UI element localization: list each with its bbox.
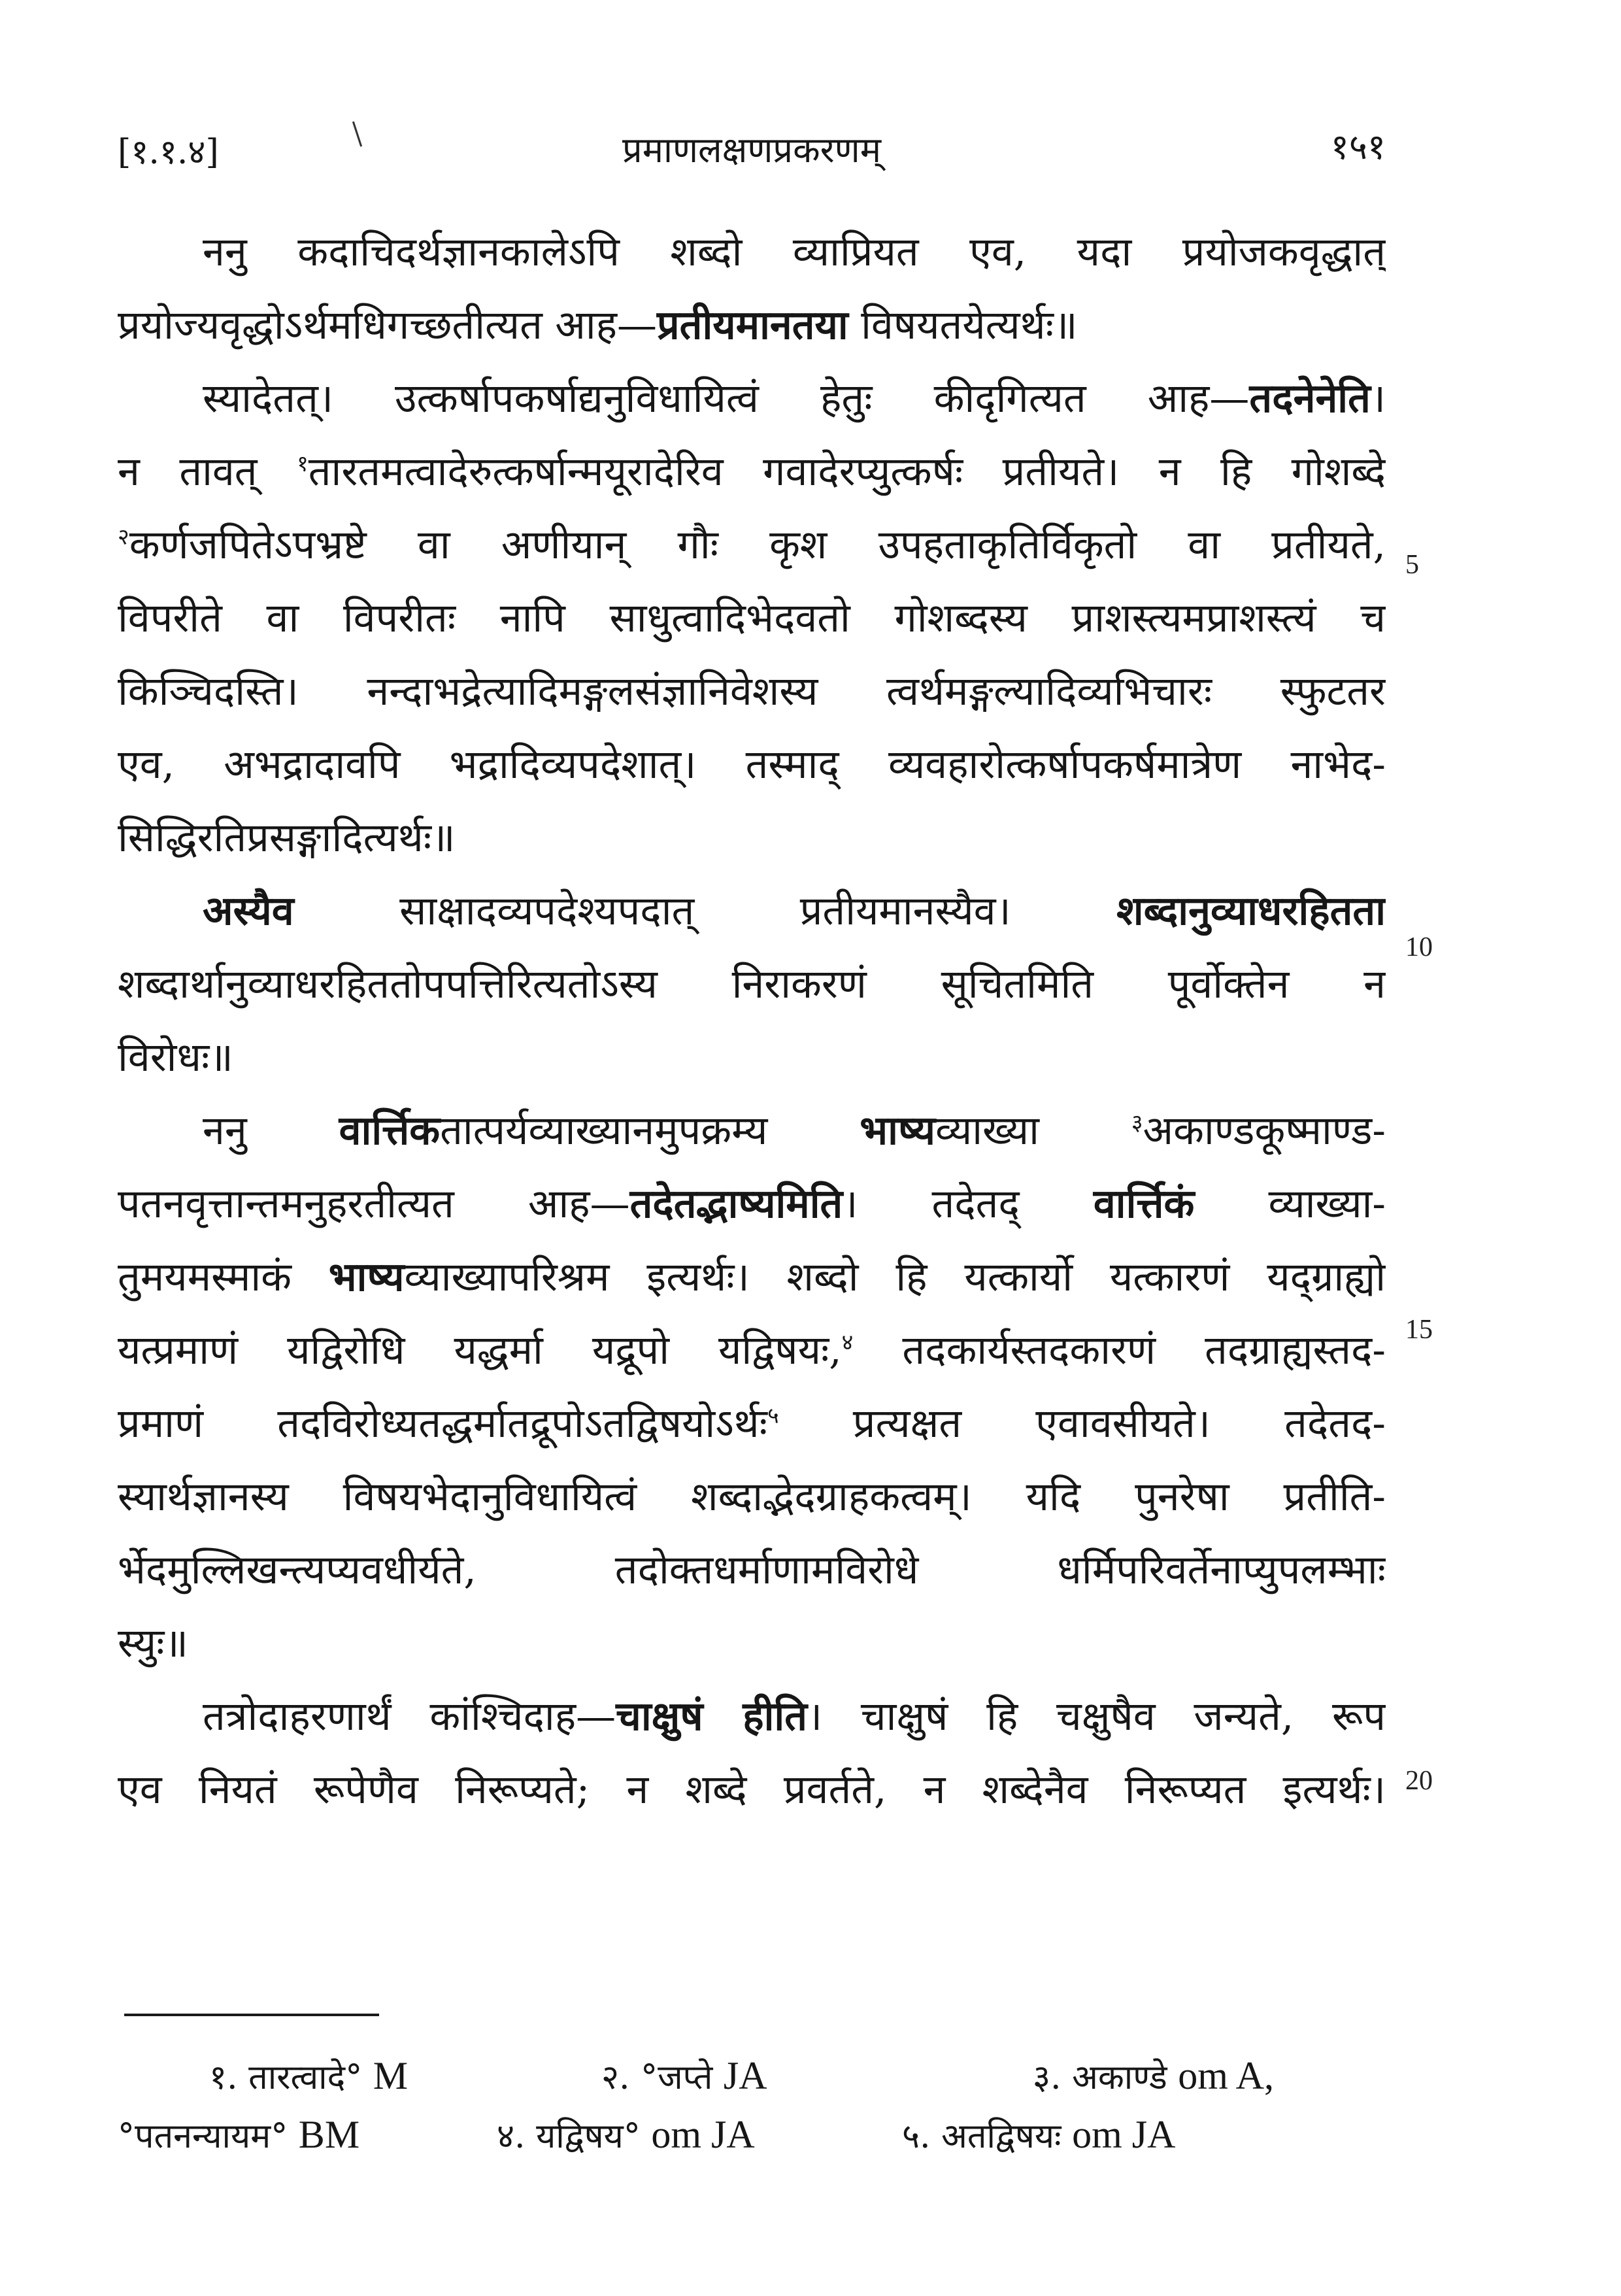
bold-lemma: वार्त्तिकं [1093, 1181, 1195, 1227]
text-segment: साक्षादव्यपदेश्यपदात् प्रतीयमानस्यैव। [293, 888, 1117, 934]
text-line [118, 509, 1386, 582]
footnote-rule [124, 2014, 379, 2016]
bold-lemma: भाष्य [860, 1107, 935, 1154]
text-segment: ननु कदाचिदर्थज्ञानकालेऽपि शब्दो व्याप्रियत एव, यदा प्रयोजकवृद्धात् [203, 229, 1386, 275]
text-line [118, 1607, 1386, 1680]
text-line [118, 289, 1386, 362]
commentary-text [118, 216, 1386, 1827]
footnote-reference: ३ [1131, 1109, 1143, 1136]
footnote-marker: ५. अतद्विषयः [902, 2117, 1061, 2156]
footnote-row [118, 2053, 1386, 2112]
text-segment: सिद्धिरतिप्रसङ्गादित्यर्थः॥ [118, 815, 456, 861]
text-segment: विपरीते वा विपरीतः नापि साधुत्वादिभेदवतो गोशब्दस्य प्राशस्त्यमप्राशस्त्यं च [118, 595, 1386, 641]
footnote-reference: १ [297, 450, 309, 477]
footnote-row [118, 2112, 1386, 2170]
text-line [118, 948, 1386, 1021]
footnote-sigla: JA [723, 2054, 767, 2097]
text-segment: प्रत्यक्षत एवावसीयते। तदेतद- [778, 1400, 1386, 1447]
text-line [118, 1168, 1386, 1241]
text-line [118, 1460, 1386, 1534]
text-segment: विरोधः॥ [118, 1034, 233, 1081]
footnote-4 [497, 2112, 755, 2158]
text-segment: प्रयोज्यवृद्धोऽर्थमधिगच्छतीत्यत आह— [118, 302, 657, 348]
footnote-sigla: M [373, 2054, 409, 2097]
footnote-sigla: om A, [1178, 2054, 1274, 2097]
bold-lemma: चाक्षुषं हीति [616, 1693, 807, 1740]
footnote-3 [1033, 2053, 1274, 2099]
text-segment: स्युः॥ [118, 1620, 188, 1666]
bold-lemma: तदनेनेति [1249, 375, 1371, 422]
page-number: १५१ [1330, 126, 1386, 167]
text-segment: एव, अभद्रादावपि भद्रादिव्यपदेशात्। तस्माद् व्यवहारोत्कर्षापकर्षमात्रेण नाभेद- [118, 741, 1386, 788]
line-number: 20 [1405, 1766, 1433, 1796]
bold-lemma: अस्यैव [203, 888, 294, 934]
bold-lemma: वार्त्तिक [339, 1107, 441, 1154]
text-line [118, 1021, 1386, 1094]
text-segment: किञ्चिदस्ति। नन्दाभद्रेत्यादिमङ्गलसंज्ञानिवेशस्य त्वर्थमङ्गल्यादिव्यभिचारः स्फुटतर [118, 668, 1386, 715]
footnote-sigla: BM [298, 2113, 360, 2156]
footnote-5 [902, 2112, 1175, 2158]
text-line [118, 1534, 1386, 1607]
footnote-reference: ४ [841, 1329, 854, 1356]
text-segment: पतनवृत्तान्तमनुहरतीत्यत आह— [118, 1181, 630, 1227]
text-line [118, 1314, 1386, 1387]
text-segment: स्यादेतत्। उत्कर्षापकर्षाद्यनुविधायित्वं हेतुः कीदृगित्यत आह— [203, 375, 1250, 422]
text-segment: न तावत् [118, 448, 297, 495]
footnote-reference: २ [118, 524, 129, 550]
running-title: प्रमाणलक्षणप्रकरणम् [622, 129, 882, 171]
text-segment: । चाक्षुषं हि चक्षुषैव जन्यते, रूप [807, 1693, 1386, 1740]
footnote-marker: १. तारत्वादे° [209, 2058, 363, 2097]
running-header [118, 114, 1386, 180]
text-line [118, 216, 1386, 289]
line-number: 15 [1405, 1315, 1433, 1345]
text-segment: शब्दार्थानुव्याधरहिततोपपत्तिरित्यतोऽस्य निराकरणं सूचितमिति पूर्वोक्तेन न [118, 961, 1386, 1007]
text-segment: ननु [203, 1107, 339, 1154]
text-line [118, 435, 1386, 509]
section-reference: [१.१.४] [118, 133, 219, 172]
footnote-1 [209, 2053, 408, 2099]
text-line [118, 1094, 1386, 1168]
text-segment: व्याख्या [935, 1107, 1131, 1154]
footnote-reference: ५ [767, 1402, 779, 1429]
text-line [118, 1680, 1386, 1753]
footnote-sigla: om JA [651, 2113, 755, 2156]
text-segment: व्याख्यापरिश्रम इत्यर्थः। शब्दो हि यत्कार्यो यत्कारणं यद्ग्राह्यो [404, 1254, 1386, 1300]
text-segment: व्याख्या- [1194, 1181, 1386, 1227]
bold-lemma: भाष्य [328, 1254, 405, 1300]
text-segment: विषयतयेत्यर्थः॥ [848, 302, 1078, 348]
footnote-marker: °पतनन्यायम° [118, 2117, 288, 2156]
text-segment: तुमयमस्माकं [118, 1254, 329, 1300]
text-segment: तारतमत्वादेरुत्कर्षान्मयूरादेरिव गवादेरप्युत्कर्षः प्रतीयते। न हि गोशब्दे [308, 448, 1386, 495]
bold-lemma: प्रतीयमानतया [656, 302, 848, 348]
footnote-marker: ३. अकाण्डे [1033, 2058, 1167, 2097]
line-number: 10 [1405, 932, 1433, 962]
text-segment: तत्रोदाहरणार्थं कांश्चिदाह— [203, 1693, 616, 1740]
text-line [118, 655, 1386, 728]
text-segment: । [1370, 375, 1386, 422]
text-line [118, 1753, 1386, 1827]
footnote-sigla: om JA [1072, 2113, 1176, 2156]
bold-lemma: शब्दानुव्याधरहितता [1116, 888, 1386, 934]
text-line [118, 362, 1386, 435]
text-line [118, 582, 1386, 655]
bold-lemma: तदेतद्भाष्यमिति [629, 1181, 843, 1227]
line-number: 5 [1405, 550, 1419, 580]
footnote-3-continued [118, 2112, 359, 2158]
text-segment: तदकार्यस्तदकारणं तदग्राह्यस्तद- [853, 1327, 1386, 1374]
text-segment: प्रमाणं तदविरोध्यतद्धर्मातद्रूपोऽतद्विषयोऽर्थः [118, 1400, 767, 1447]
text-segment: अकाण्डकूष्माण्ड- [1143, 1107, 1386, 1154]
text-segment: र्भेदमुल्लिखन्त्यप्यवधीर्यते, तदोक्तधर्माणामविरोधे धर्मिपरिवर्तेनाप्युपलम्भाः [118, 1547, 1386, 1593]
text-segment: यत्प्रमाणं यद्विरोधि यद्धर्मा यद्रूपो यद्विषयः, [118, 1327, 842, 1374]
text-line [118, 1387, 1386, 1460]
text-line [118, 802, 1386, 875]
text-line [118, 728, 1386, 802]
footnote-2 [601, 2053, 767, 2099]
text-segment: एव नियतं रूपेणैव निरूप्यते; न शब्दे प्रवर्तते, न शब्देनैव निरूप्यत इत्यर्थः। [118, 1766, 1386, 1813]
text-segment: तात्पर्यव्याख्यानमुपक्रम्य [440, 1107, 860, 1154]
text-line [118, 875, 1386, 948]
footnote-marker: ४. यद्विषय° [497, 2117, 641, 2156]
text-segment: कर्णजपितेऽपभ्रष्टे वा अणीयान् गौः कृश उपहताकृतिर्विकृतो वा प्रतीयते, [129, 522, 1386, 568]
text-segment: । तदेतद् [843, 1181, 1094, 1227]
footnote-marker: २. °जप्ते [601, 2058, 713, 2097]
text-line [118, 1241, 1386, 1314]
text-segment: स्यार्थज्ञानस्य विषयभेदानुविधायित्वं शब्दाद्भेदग्राहकत्वम्। यदि पुनरेषा प्रतीति- [118, 1474, 1386, 1520]
